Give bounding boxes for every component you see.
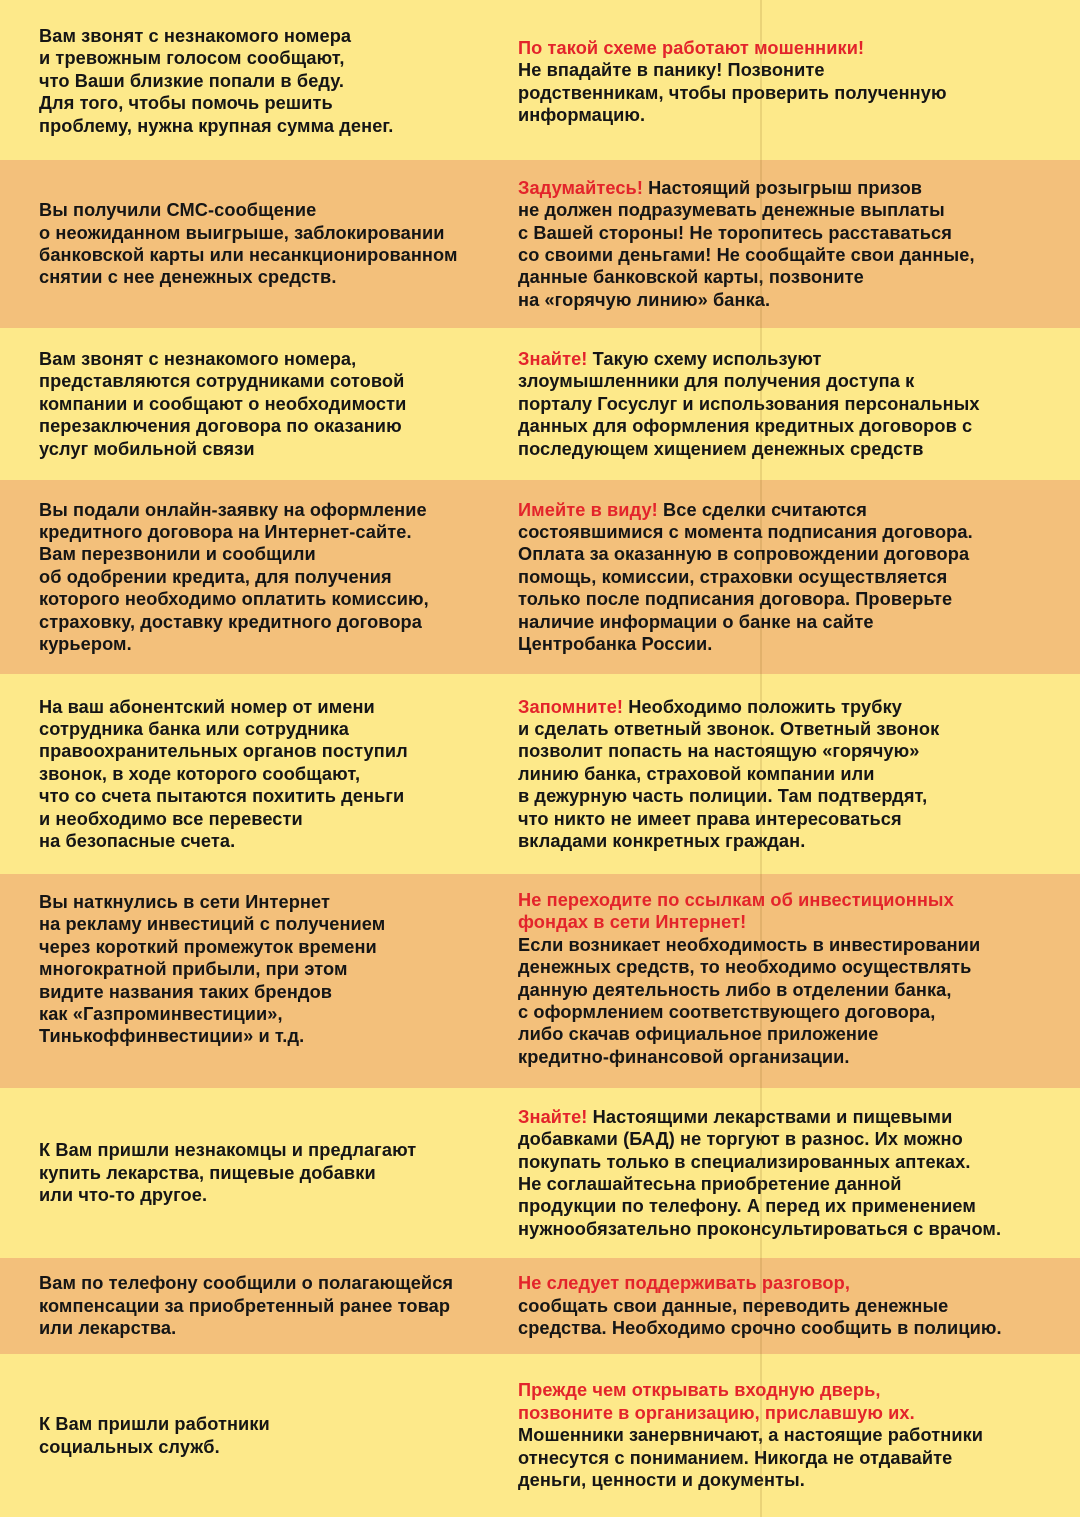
advice-line: данные банковской карты, позвоните [518, 267, 864, 288]
advice-line: порталу Госуслуг и использования персональных [518, 393, 980, 414]
scenario-line: социальных служб. [39, 1436, 220, 1457]
advice-cell [518, 1354, 1066, 1517]
scenario-line: правоохранительных органов поступил [39, 741, 408, 762]
scenario-line: К Вам пришли работники [39, 1414, 270, 1435]
scenario-line: что со счета пытаются похитить деньги [39, 786, 405, 807]
advice-line: денежных средств, то необходимо осуществлять [518, 957, 972, 978]
advice-text: Такую схему используют [587, 348, 822, 369]
advice-line: в дежурную часть полиции. Там подтвердят, [518, 786, 928, 807]
scenario-line: К Вам пришли незнакомцы и предлагают [39, 1140, 417, 1161]
scenario-line: Вы подали онлайн-заявку на оформление [39, 499, 427, 520]
scenario-line: как «Газпроминвестиции», [39, 1004, 283, 1025]
advice-line: только после подписания договора. Проверьте [518, 589, 953, 610]
advice-line: добавками (БАД) не торгуют в разнос. Их можно [518, 1129, 963, 1150]
advice-cell [518, 37, 1066, 127]
scenario-line: Вы наткнулись в сети Интернет [39, 892, 330, 912]
scenario-cell [39, 160, 501, 328]
row-social-workers [0, 1354, 1080, 1517]
advice-line: кредитно-финансовой организации. [518, 1046, 850, 1067]
advice-line [518, 499, 1066, 521]
scenario-line: на рекламу инвестиций с получением [39, 914, 386, 935]
advice-line: помощь, комиссии, страховки осуществляется [518, 566, 948, 587]
advice-line: покупать только в специализированных аптеках. [518, 1151, 971, 1172]
scenario-line: Для того, чтобы помочь решить [39, 93, 333, 114]
scenario-line: об одобрении кредита, для получения [39, 566, 392, 587]
scenario-line: многократной прибыли, при этом [39, 959, 348, 980]
warning-line: фондах в сети Интернет! [518, 912, 747, 933]
advice-line: Оплата за оказанную в сопровождении договора [518, 544, 970, 565]
paper-fold-line [760, 0, 762, 1517]
scenario-line: курьером. [39, 634, 132, 655]
scenario-line: банковской карты или несанкционированном [39, 245, 458, 265]
scenario-line: или что-то другое. [39, 1185, 208, 1206]
scenario-line: и необходимо все перевести [39, 808, 303, 829]
advice-line: и сделать ответный звонок. Ответный звонок [518, 718, 940, 739]
advice-cell [518, 480, 1066, 674]
scenario-line: проблему, нужна крупная сумма денег. [39, 115, 394, 136]
advice-line: информацию. [518, 105, 646, 126]
scenario-line: Вам звонят с незнакомого номера [39, 25, 352, 46]
advice-cell [518, 160, 1066, 328]
scenario-line: компании и сообщают о необходимости [39, 393, 407, 414]
scenario-cell [39, 1258, 501, 1354]
advice-line: Мошенники занервничают, а настоящие работники [518, 1425, 984, 1446]
warning-line: По такой схеме работают мошенники! [518, 38, 865, 58]
advice-cell [518, 674, 1066, 874]
scenario-cell [39, 674, 501, 874]
advice-line: родственникам, чтобы проверить полученную [518, 82, 947, 103]
warning-text: Задумайтесь! [518, 177, 643, 198]
advice-line: с оформлением соответствующего договора, [518, 1002, 936, 1023]
advice-line: сообщать свои данные, переводить денежные [518, 1295, 949, 1316]
scenario-line: Тинькоффинвестиции» и т.д. [39, 1026, 305, 1047]
advice-line: состоявшимися с момента подписания договора. [518, 521, 973, 542]
warning-line: Прежде чем открывать входную дверь, [518, 1380, 881, 1401]
advice-line: продукции по телефону. А перед их применением [518, 1196, 976, 1217]
advice-line: на «горячую линию» банка. [518, 289, 771, 310]
advice-line: средства. Необходимо срочно сообщить в полицию. [518, 1318, 1002, 1339]
row-mobile-operator [0, 328, 1080, 480]
advice-line [518, 177, 1066, 199]
warning-line: позвоните в организацию, приславшую их. [518, 1402, 915, 1423]
advice-cell [518, 874, 1066, 1088]
scenario-line: услуг мобильной связи [39, 438, 255, 459]
advice-line: Не соглашайтесьна приобретение данной [518, 1174, 902, 1194]
scenario-line: о неожиданном выигрыше, заблокировании [39, 222, 445, 243]
advice-cell [518, 1088, 1066, 1258]
advice-text: Все сделки считаются [657, 499, 867, 520]
scenario-line: сотрудника банка или сотрудника [39, 718, 350, 739]
scenario-line: Вам звонят с незнакомого номера, [39, 348, 357, 369]
row-sms-prize [0, 160, 1080, 328]
advice-line: со своими деньгами! Не сообщайте свои данные, [518, 245, 975, 265]
scenario-line: что Ваши близкие попали в беду. [39, 70, 345, 91]
scenario-line: снятии с нее денежных средств. [39, 267, 337, 288]
warning-line: Не переходите по ссылкам об инвестиционных [518, 890, 954, 910]
advice-line: наличие информации о банке на сайте [518, 611, 874, 632]
scenario-line: на безопасные счета. [39, 831, 236, 852]
row-bank-security-call [0, 674, 1080, 874]
scenario-line: видите названия таких брендов [39, 981, 333, 1002]
advice-line: Не впадайте в панику! Позвоните [518, 60, 825, 81]
advice-line: данных для оформления кредитных договоров с [518, 416, 973, 437]
row-compensation-call [0, 1258, 1080, 1354]
scenario-cell [39, 328, 501, 480]
row-door-to-door-medicine [0, 1088, 1080, 1258]
warning-text: Запомните! [518, 696, 624, 717]
advice-line: не должен подразумевать денежные выплаты [518, 200, 945, 221]
scenario-line: или лекарства. [39, 1318, 177, 1339]
scenario-line: Вам по телефону сообщили о полагающейся [39, 1273, 454, 1294]
scenario-cell [39, 0, 501, 160]
scenario-line: страховку, доставку кредитного договора [39, 611, 422, 632]
scenario-line: представляются сотрудниками сотовой [39, 371, 405, 392]
advice-line: отнесутся с пониманием. Никогда не отдавайте [518, 1447, 953, 1468]
row-relatives-in-trouble [0, 0, 1080, 160]
scenario-line: На ваш абонентский номер от имени [39, 696, 375, 717]
advice-line: вкладами конкретных граждан. [518, 831, 806, 852]
advice-cell [518, 1258, 1066, 1354]
row-investment-ads [0, 874, 1080, 1088]
advice-line: нужнообязательно проконсультироваться с врачом. [518, 1218, 1002, 1239]
advice-line: данную деятельность либо в отделении банка, [518, 979, 952, 1000]
advice-line: последующем хищением денежных средств [518, 438, 924, 459]
advice-line: позволит попасть на настоящую «горячую» [518, 741, 920, 762]
scenario-cell [39, 1088, 501, 1258]
advice-line: с Вашей стороны! Не торопитесь расставаться [518, 222, 952, 243]
scenario-line: через короткий промежуток времени [39, 936, 377, 957]
scenario-line: Вам перезвонили и сообщили [39, 544, 316, 565]
scenario-line: которого необходимо оплатить комиссию, [39, 589, 429, 610]
warning-text: Знайте! [518, 1106, 588, 1127]
scenario-cell [39, 874, 501, 1088]
warning-text: Знайте! [518, 348, 588, 369]
scenario-line: Вы получили СМС-сообщение [39, 200, 317, 221]
advice-cell [518, 328, 1066, 480]
advice-line: злоумышленники для получения доступа к [518, 371, 915, 392]
advice-line: деньги, ценности и документы. [518, 1470, 805, 1491]
advice-line: что никто не имеет права интересоваться [518, 808, 902, 829]
advice-line: либо скачав официальное приложение [518, 1024, 879, 1045]
advice-line [518, 1106, 1066, 1128]
scenario-line: кредитного договора на Интернет-сайте. [39, 521, 412, 542]
advice-line: Центробанка России. [518, 634, 713, 655]
warning-line: Не следует поддерживать разговор, [518, 1273, 850, 1294]
advice-line [518, 348, 1066, 370]
scenario-cell [39, 1354, 501, 1517]
scenario-line: и тревожным голосом сообщают, [39, 48, 345, 69]
scenario-cell [39, 480, 501, 674]
advice-line: Если возникает необходимость в инвестировании [518, 934, 981, 955]
advice-text: Настоящий розыгрыш призов [643, 177, 923, 198]
warning-text: Имейте в виду! [518, 499, 658, 520]
advice-line [518, 696, 1066, 718]
scenario-line: компенсации за приобретенный ранее товар [39, 1295, 451, 1316]
advice-text: Настоящими лекарствами и пищевыми [587, 1106, 953, 1127]
scenario-line: купить лекарства, пищевые добавки [39, 1162, 376, 1183]
advice-line: линию банка, страховой компании или [518, 763, 875, 784]
advice-text: Необходимо положить трубку [623, 696, 902, 717]
scenario-line: перезаключения договора по оказанию [39, 416, 402, 437]
row-online-credit [0, 480, 1080, 674]
scenario-line: звонок, в ходе которого сообщают, [39, 763, 361, 784]
